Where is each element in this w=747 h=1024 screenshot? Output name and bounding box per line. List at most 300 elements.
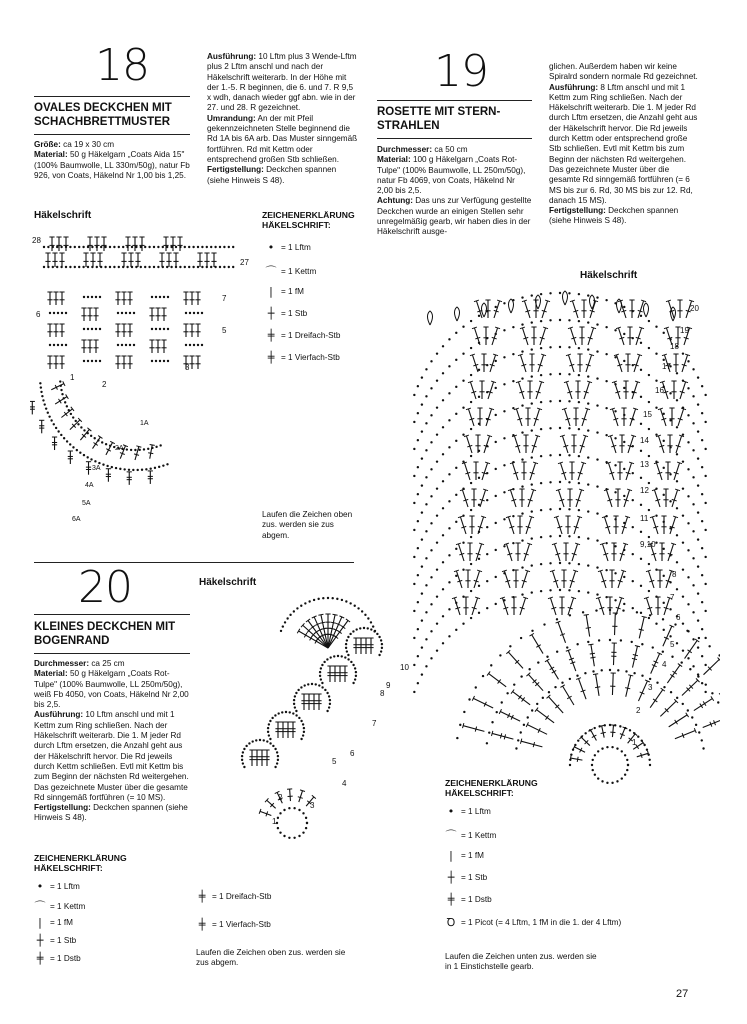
chain-dot (184, 266, 186, 268)
chain-dot (676, 453, 678, 455)
chain-dot (549, 562, 551, 564)
instr-fertigstellung: Fertigstellung: Deckchen spannen (siehe Hinweis S 48). (207, 165, 337, 185)
chain-dot (95, 296, 97, 298)
stitch-mark (299, 631, 328, 648)
chain-dot (214, 266, 216, 268)
stitch-top (588, 644, 593, 645)
stitch-bar (639, 629, 644, 630)
chain-dot (606, 782, 608, 784)
chain-dot (682, 433, 684, 435)
row-label: 6 (676, 613, 681, 622)
chain-dot (669, 608, 671, 610)
chain-dot (462, 568, 464, 570)
chain-dot (701, 493, 703, 495)
chain-dot (614, 410, 616, 412)
chain-dot (587, 591, 589, 593)
divider (34, 653, 190, 654)
chain-dot (582, 611, 584, 613)
dstb-icon: ╪ (36, 952, 44, 965)
chain-dot (614, 518, 616, 520)
chain-dot (632, 499, 634, 501)
chain-dot (417, 493, 419, 495)
chain-dot (430, 549, 432, 551)
chain-dot (179, 246, 181, 248)
chain-dot (495, 549, 497, 551)
chain-dot (367, 627, 369, 629)
chain-dot (587, 402, 589, 404)
chain-dot (192, 266, 194, 268)
chain-dot (462, 514, 464, 516)
chain-dot (531, 537, 533, 539)
row-label: 28 (32, 236, 41, 245)
chain-dot (640, 450, 642, 452)
stitch-mark (460, 517, 466, 534)
row-label: 5 (670, 640, 675, 649)
chain-dot (512, 353, 514, 355)
chain-dot (206, 266, 208, 268)
dreifach-icon: ╪ (198, 890, 206, 903)
pattern-20-title (34, 620, 204, 648)
chain-dot (486, 553, 488, 555)
chain-dot (74, 246, 76, 248)
stitch-mark (572, 544, 578, 561)
stitch-mark (590, 301, 596, 318)
chain-dot (243, 748, 245, 750)
stitch-mark (704, 659, 720, 674)
chain-dot (692, 503, 694, 505)
chain-dot (605, 299, 607, 301)
pattern-19-instructions (549, 62, 701, 227)
pattern-19-title (377, 105, 537, 133)
chain-dot (61, 393, 63, 395)
chain-dot (682, 406, 684, 408)
row-label: 4 (662, 660, 667, 669)
stitch-mark (472, 598, 478, 615)
stitch-mark (540, 328, 546, 345)
chain-dot (491, 721, 493, 723)
chain-dot (697, 376, 699, 378)
chain-dot (430, 441, 432, 443)
chain-dot (520, 675, 522, 677)
chain-dot (448, 338, 450, 340)
chain-dot (640, 369, 642, 371)
stitch-mark (473, 698, 493, 708)
chain-dot (421, 376, 423, 378)
picot-mark (482, 303, 487, 317)
chain-dot (159, 328, 161, 330)
stitch-mark (547, 660, 558, 679)
chain-dot (69, 266, 71, 268)
chain-dot (417, 439, 419, 441)
chain-dot (697, 511, 699, 513)
chain-dot (568, 481, 570, 483)
stitch-mark (568, 650, 576, 671)
chain-dot (125, 312, 127, 314)
legend-text: = 1 fM (50, 918, 73, 927)
chain-dot (623, 495, 625, 497)
stitch-top (318, 614, 323, 615)
chain-dot (111, 466, 113, 468)
chain-dot (669, 392, 671, 394)
legend-text: = 1 Vierfach-Stb (281, 353, 340, 362)
chain-dot (77, 423, 79, 425)
chain-dot (521, 593, 523, 595)
chain-dot (352, 664, 354, 666)
chain-dot (470, 428, 472, 430)
legend-text: = 1 fM (281, 287, 304, 296)
chain-dot (669, 581, 671, 583)
stitch-top (150, 444, 155, 445)
chain-dot (512, 569, 514, 571)
chain-dot (687, 468, 689, 470)
chain-dot (692, 611, 694, 613)
chain-dot (576, 643, 578, 645)
chain-dot (655, 595, 657, 597)
chain-dot (91, 328, 93, 330)
stitch-mark (618, 571, 624, 588)
chain-dot (302, 831, 304, 833)
chain-dot (268, 723, 270, 725)
stitch-mark (510, 490, 516, 507)
chain-dot (242, 751, 244, 753)
chain-dot (655, 325, 657, 327)
chain-dot (475, 686, 477, 688)
chain-dot (649, 614, 651, 616)
row-label: 7 (372, 719, 377, 728)
chain-dot (578, 401, 580, 403)
chain-dot (47, 246, 49, 248)
chain-dot (297, 689, 299, 691)
chain-dot (448, 365, 450, 367)
chain-dot (559, 454, 561, 456)
chain-dot (282, 625, 284, 627)
chain-dot (210, 266, 212, 268)
stitch-mark (542, 301, 548, 318)
chain-dot (501, 701, 503, 703)
chain-dot (302, 723, 304, 725)
legend-row (445, 805, 491, 818)
chain-dot (503, 572, 505, 574)
chain-dot (90, 435, 92, 437)
chain-dot (109, 266, 111, 268)
chain-dot (559, 292, 561, 294)
chain-dot (193, 312, 195, 314)
chain-dot (486, 526, 488, 528)
chain-dot (189, 344, 191, 346)
chain-dot (655, 487, 657, 489)
chain-dot (126, 246, 128, 248)
divider (377, 100, 532, 101)
chain-dot (470, 320, 472, 322)
chain-dot (662, 651, 664, 653)
chain-dot (201, 344, 203, 346)
chain-dot (44, 403, 46, 405)
chain-dot (462, 460, 464, 462)
chain-dot (521, 512, 523, 514)
chain-dot (587, 294, 589, 296)
chain-dot (648, 482, 650, 484)
chain-dot (98, 462, 100, 464)
chain-dot (448, 473, 450, 475)
chain-dot (319, 671, 321, 673)
stitch-mark (468, 409, 474, 426)
stitch-mark (532, 635, 543, 654)
chain-dot (596, 593, 598, 595)
chain-dot (295, 710, 297, 712)
chain-dot (531, 630, 533, 632)
chain-dot (65, 312, 67, 314)
chain-dot (57, 430, 59, 432)
chain-dot (151, 296, 153, 298)
stitch-mark (596, 674, 599, 696)
stitch-mark (488, 382, 494, 399)
chain-dot (132, 469, 134, 471)
stitch-mark (492, 733, 513, 739)
chain-dot (413, 475, 415, 477)
chain-dot (357, 607, 359, 609)
chain-dot (86, 456, 88, 458)
chain-dot (704, 421, 706, 423)
chain-dot (486, 445, 488, 447)
legend-text: = 1 Stb (461, 873, 488, 882)
chain-dot (584, 672, 586, 674)
chain-dot (463, 711, 465, 713)
picot-icon: Ꝺ (446, 916, 456, 929)
stitch-bar (590, 653, 595, 654)
chain-dot (578, 374, 580, 376)
chain-dot (162, 464, 164, 466)
chain-dot (692, 368, 694, 370)
chain-dot (455, 386, 457, 388)
chain-dot (704, 556, 706, 558)
chain-dot (549, 400, 551, 402)
row-label: 4A (85, 482, 94, 489)
chain-dot (436, 460, 438, 462)
stitch-mark (558, 622, 566, 643)
chain-dot (128, 469, 130, 471)
stitch-mark (568, 598, 574, 615)
chain-dot (274, 714, 276, 716)
chain-dot (243, 766, 245, 768)
chain-dot (136, 469, 138, 471)
chain-dot (640, 477, 642, 479)
chain-dot (687, 657, 689, 659)
chain-dot (148, 246, 150, 248)
chain-dot (430, 360, 432, 362)
stitch-bar (673, 671, 677, 674)
chain-dot (455, 467, 457, 469)
chain-dot (692, 395, 694, 397)
chain-dot (442, 642, 444, 644)
stitch-bar (500, 733, 501, 738)
chain-dot (87, 296, 89, 298)
legend-row (196, 918, 271, 931)
stitch-mark (472, 355, 478, 372)
stitch-mark (570, 328, 576, 345)
chain-dot (633, 672, 635, 674)
chain-dot (704, 583, 706, 585)
stitch-top (635, 646, 640, 647)
stitch-bar (504, 734, 505, 739)
stitch-bar (320, 622, 325, 623)
chain-dot (167, 296, 169, 298)
stitch-mark (521, 741, 542, 747)
chain-dot (78, 266, 80, 268)
chain-dot (83, 328, 85, 330)
chain-dot (421, 538, 423, 540)
chain-dot (324, 689, 326, 691)
chain-dot (503, 302, 505, 304)
chain-dot (134, 449, 136, 451)
detail-material: Material: 50 g Häkelgarn „Coats Rot-Tulpe" (100% Baumwolle, LL 250m/50g), weiß Fb 4050, von Coats, Häkelnd Nr 2,00 bis 2,5. (34, 669, 189, 710)
chain-dot (701, 574, 703, 576)
chain-dot (701, 682, 703, 684)
chain-dot (663, 521, 665, 523)
chain-dot (641, 675, 643, 677)
chain-dot (228, 266, 230, 268)
chain-dot (166, 463, 168, 465)
chain-dot (157, 266, 159, 268)
legend-text: = 1 Vierfach-Stb (212, 920, 271, 929)
chain-dot (285, 711, 287, 713)
chain-dot (663, 629, 665, 631)
bar-icon: | (38, 916, 42, 929)
chain-dot (91, 266, 93, 268)
stitch-bar (93, 443, 97, 446)
chain-dot (632, 337, 634, 339)
chain-dot (448, 635, 450, 637)
chain-dot (470, 563, 472, 565)
row-label: 7 (670, 593, 675, 602)
chain-dot (442, 345, 444, 347)
row-label: 2A (115, 445, 124, 452)
chain-dot (517, 739, 519, 741)
chain-dot (91, 246, 93, 248)
chain-dot (82, 246, 84, 248)
chain-dot (91, 296, 93, 298)
stitch-mark (572, 301, 578, 318)
chain-dot (663, 413, 665, 415)
chain-dot (540, 401, 542, 403)
chain-dot (448, 419, 450, 421)
stitch-top (136, 446, 141, 447)
chain-dot (69, 246, 71, 248)
chain-dot (417, 466, 419, 468)
legend-row (265, 307, 307, 320)
chain-dot (241, 759, 243, 761)
chain-dot (430, 495, 432, 497)
chain-dot (512, 380, 514, 382)
chain-dot (355, 675, 357, 677)
chain-dot (520, 637, 522, 639)
chain-dot (470, 401, 472, 403)
chain-dot (692, 665, 694, 667)
chain-dot (318, 684, 320, 686)
chain-dot (689, 668, 691, 670)
chain-dot (701, 547, 703, 549)
stitch-top (642, 740, 645, 744)
chain-dot (462, 325, 464, 327)
chain-dot (486, 337, 488, 339)
chain-dot (372, 625, 374, 627)
chain-dot (147, 448, 149, 450)
arc-icon: ⌒ (34, 900, 46, 913)
chain-dot (531, 510, 533, 512)
stitch-mark (586, 615, 589, 637)
chain-dot (197, 312, 199, 314)
chain-dot (470, 536, 472, 538)
chain-dot (640, 315, 642, 317)
chain-dot (478, 342, 480, 344)
stitch-mark (613, 643, 614, 665)
chain-dot (47, 266, 49, 268)
stitch-mark (616, 598, 622, 615)
chain-dot (354, 605, 356, 607)
chain-dot (66, 405, 68, 407)
stitch-bar (670, 674, 674, 677)
row-label: 4 (342, 779, 347, 788)
legend-row (445, 827, 496, 843)
chain-dot (578, 347, 580, 349)
chain-dot (649, 678, 651, 680)
stitch-mark (616, 355, 622, 372)
chain-dot (40, 391, 42, 393)
pattern-19-legend-title: ZEICHENERKLÄRUNG HÄKELSCHRIFT: (445, 778, 538, 798)
chain-dot (622, 609, 624, 611)
chain-dot (587, 375, 589, 377)
chain-dot (540, 509, 542, 511)
stitch-mark (566, 382, 572, 399)
chain-dot (521, 431, 523, 433)
chain-dot (259, 739, 261, 741)
chain-dot (153, 266, 155, 268)
chain-dot (436, 379, 438, 381)
row-label: 9,10 (640, 540, 656, 549)
chain-dot (94, 437, 96, 439)
chain-dot (623, 468, 625, 470)
chain-dot (559, 427, 561, 429)
chain-dot (378, 636, 380, 638)
stitch-mark (672, 490, 678, 507)
chain-dot (455, 629, 457, 631)
chain-dot (495, 333, 497, 335)
chain-dot (594, 754, 596, 756)
chain-dot (311, 683, 313, 685)
chain-dot (629, 729, 631, 731)
stitch-mark (571, 758, 583, 760)
stitch-mark (548, 697, 563, 713)
legend-row (196, 890, 271, 903)
chain-dot (130, 449, 132, 451)
row-label: 2 (102, 380, 107, 389)
chain-dot (605, 461, 607, 463)
chain-dot (609, 639, 611, 641)
chain-dot (163, 360, 165, 362)
chain-dot (692, 530, 694, 532)
chain-dot (482, 675, 484, 677)
stitch-mark (678, 409, 684, 426)
chain-dot (640, 423, 642, 425)
chain-dot (78, 246, 80, 248)
chain-dot (663, 440, 665, 442)
arc-icon: ⌒ (265, 265, 277, 278)
row-label: 14 (640, 436, 649, 445)
chain-dot (349, 602, 351, 604)
chain-dot (113, 246, 115, 248)
chain-dot (478, 396, 480, 398)
stitch-mark (574, 517, 580, 534)
chain-dot (601, 780, 603, 782)
